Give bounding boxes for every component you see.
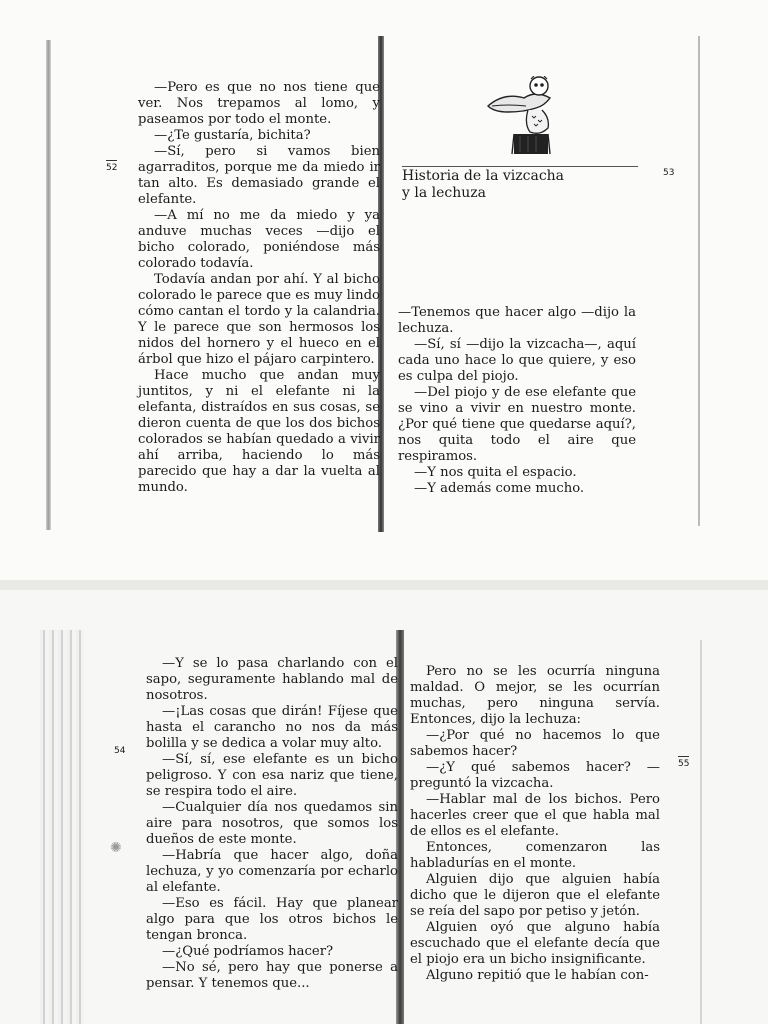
chapter-title-line2: y la lechuza [402,185,486,201]
paragraph: —¡Las cosas que dirán! Fíjese que hasta el carancho no nos da más bolilla y se dedica a volar muy alto. [146,704,398,751]
paragraph: —Y se lo pasa charlando con el sapo, seguramente hablando mal de nosotros. [146,656,398,703]
paragraph: Todavía andan por ahí. Y al bicho colorado le parece que es muy lindo cómo cantan el tordo y la calandria. Y le parece que son hermosos los nidos del hornero y el hueco en el árbol que hizo el pájaro carpintero. [138,272,380,367]
page-52-text [138,80,380,496]
paragraph: —Cualquier día nos quedamos sin aire para nosotros, que somos los dueños de este monte. [146,800,398,847]
page-55-text [410,664,660,984]
paragraph: —Hablar mal de los bichos. Pero hacerles creer que el que habla mal de ellos es el elefante. [410,792,660,839]
paragraph: Hace mucho que andan muy juntitos, y ni el elefante ni la elefanta, distraídos en sus cosas, se dieron cuenta de que los dos bichos colorados se habían quedado a vivir ahí arriba, haciendo lo más parecido que hay a dar la vuelta al mundo. [138,368,380,495]
paragraph: —A mí no me da miedo y ya anduve muchas veces —dijo el bicho colorado, poniéndose más colorado todavía. [138,208,380,271]
paragraph: —Eso es fácil. Hay que planear algo para que los otros bichos le tengan bronca. [146,896,398,943]
paragraph: —Y además come mucho. [414,481,585,496]
paragraph: —Habría que hacer algo, doña lechuza, y yo comenzaría por echarlo al elefante. [146,848,398,895]
paragraph: Pero no se les ocurría ninguna maldad. O mejor, se les ocurrían muchas, pero ninguna servía. Entonces, dijo la lechuza: [410,664,660,727]
page-number-53: 53 [663,168,675,178]
paragraph: Entonces, comenzaron las habladurías en el monte. [410,840,660,871]
owl-illustration [484,76,558,158]
paragraph: —Y nos quita el espacio. [414,465,577,480]
paragraph: —No sé, pero hay que ponerse a pensar. Y tenemos que... [146,960,398,991]
paragraph: —¿Qué podríamos hacer? [162,944,334,959]
chapter-title-line1: Historia de la vizcacha [402,168,565,184]
page-edge-left [46,40,51,530]
page-54-text [146,656,398,992]
spread-separator [0,580,768,590]
paragraph: —¿Por qué no hacemos lo que sabemos hacer? [410,728,660,759]
page-number-52: 52 [106,160,117,173]
ink-smudge: ✺ [110,840,122,856]
page-edge-right [698,36,700,526]
paragraph: —Del piojo y de ese elefante que se vino a vivir en nuestro monte. ¿Por qué tiene que quedarse aquí?, nos quita todo el aire que respiramos. [398,385,636,464]
paragraph: Alguien dijo que alguien había dicho que le dijeron que el elefante se reía del sapo por petiso y jetón. [410,872,660,919]
paragraph: —Sí, sí —dijo la vizcacha—, aquí cada uno hace lo que quiere, y eso es culpa del piojo. [398,337,636,384]
paragraph: —¿Te gustaría, bichita? [154,128,311,143]
chapter-title [402,166,638,202]
paragraph: —Sí, pero si vamos bien agarraditos, porque me da miedo ir tan alto. Es demasiado grande el elefante. [138,144,380,207]
bottom-spread [0,590,768,1024]
page-number-55: 55 [678,756,689,769]
paragraph: Alguno repitió que le habían con- [426,968,649,983]
page-number-54: 54 [114,746,126,756]
paragraph: —Sí, sí, ese elefante es un bicho peligroso. Y con esa nariz que tiene, se respira todo el aire. [146,752,398,799]
page-edge-left [40,630,84,1024]
paragraph: —Pero es que no nos tiene que ver. Nos trepamos al lomo, y paseamos por todo el monte. [138,80,380,127]
page-53-text [398,305,636,497]
paragraph: —¿Y qué sabemos hacer? —preguntó la vizcacha. [410,760,660,791]
page-edge-right [700,640,702,1024]
paragraph: Alguien oyó que alguno había escuchado que el elefante decía que el piojo era un bicho insignificante. [410,920,660,967]
paragraph: —Tenemos que hacer algo —dijo la lechuza. [398,305,636,336]
